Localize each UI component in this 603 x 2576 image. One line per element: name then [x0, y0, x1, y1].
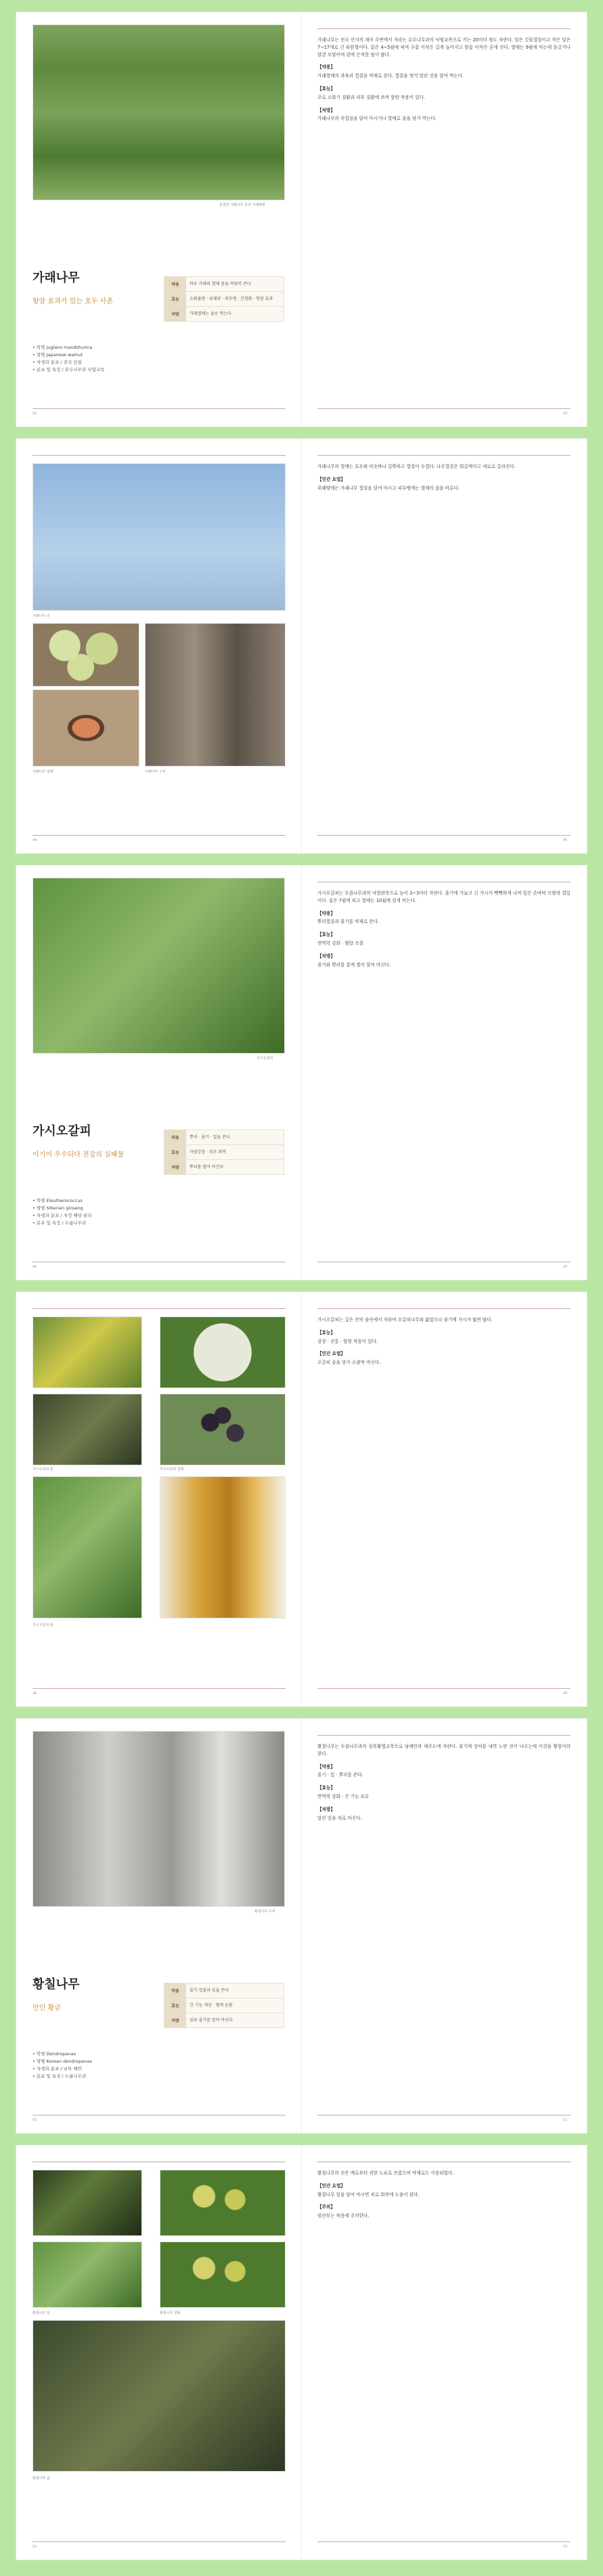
info-value: 뿌리 · 줄기 · 잎을 쓴다: [189, 1135, 230, 1140]
section-text: 임산부는 복용에 주의한다.: [317, 2213, 370, 2219]
body-text: [317, 1316, 571, 1367]
tree-photo: [32, 24, 285, 200]
section-text: 면역력 강화 · 혈압 조절: [317, 940, 363, 946]
plant-photo: [32, 1394, 142, 1465]
page-number: 49: [563, 1692, 568, 1696]
species-list: [32, 1197, 154, 1227]
list-item: • 자생과 분포 / 전국 산림: [32, 360, 82, 365]
paragraph: 가시오갈피는 깊은 산의 숲속에서 자라며 오갈피나무와 닮았으나 줄기에 가시가 훨씬 많다.: [317, 1317, 493, 1323]
photo-caption: 황칠나무 열매: [160, 2311, 181, 2315]
info-key: 약용: [164, 1983, 186, 1998]
page-rule: [32, 2115, 286, 2116]
paragraph: 황칠나무는 두릅나무과의 상록활엽교목으로 남해안과 제주도에 자란다. 줄기에 상처를 내면 노란 진이 나오는데 이것을 황칠이라 한다.: [317, 1744, 571, 1757]
info-box: [164, 1983, 284, 2028]
page-rule: [317, 1735, 571, 1736]
leaf-photo: [32, 2241, 142, 2308]
info-value: 줄기 껍질과 잎을 쓴다: [189, 1988, 229, 1993]
section-heading: 【약용】: [317, 910, 335, 916]
photo-caption: 가시오갈피 술: [32, 1623, 53, 1627]
info-key: 약용: [164, 1130, 186, 1144]
section-heading: 【주의】: [317, 2204, 335, 2210]
list-item: • 영명 Japanese walnut: [32, 352, 83, 358]
page-number: 43: [563, 412, 568, 416]
page-number: 48: [32, 1692, 37, 1696]
species-list: [32, 344, 154, 374]
list-item: • 분포 및 특징 / 호두나무과 낙엽교목: [32, 367, 105, 372]
spread-5: [16, 1719, 587, 2133]
info-key: 효능: [164, 1145, 186, 1159]
photo-caption: 가시오갈피 열매: [160, 1467, 184, 1472]
bark-photo: [145, 623, 286, 767]
info-box: [164, 276, 284, 322]
section-heading: 【효능】: [317, 932, 335, 938]
photo-caption: 울창한 가래나무 잎과 가래열매: [219, 203, 265, 207]
info-value: 가래열매는 술로 먹는다: [189, 312, 231, 316]
page-number: 44: [32, 838, 37, 842]
page-subtitle: 이기이 우수되다 전강의 실패물: [32, 1151, 125, 1159]
forest-photo: [32, 2170, 142, 2236]
list-item: • 분포 및 특징 / 두릅나무과: [32, 1220, 87, 1226]
page-rule: [32, 1688, 286, 1689]
photo-caption: 황칠나무 잎: [32, 2311, 50, 2315]
photo-caption: 황칠나무 숲: [32, 2476, 50, 2481]
page-number: 50: [32, 2118, 37, 2122]
fruit-photo: [160, 2241, 286, 2308]
list-item: • 자생과 분포 / 남부 해안: [32, 2066, 82, 2071]
page-rule: [32, 408, 286, 409]
page-rule: [317, 455, 571, 456]
section-heading: 【효능】: [317, 1329, 335, 1335]
list-item: • 영명 Siberian ginseng: [32, 1205, 83, 1211]
page-subtitle: 만인 황금: [32, 2004, 61, 2012]
trunk-photo: [32, 1731, 285, 1907]
plant-photo: [32, 1476, 142, 1618]
body-text: [317, 2170, 571, 2220]
page-number: 42: [32, 412, 37, 416]
info-value: 잎과 줄기를 달여 마신다: [189, 2018, 233, 2023]
info-value: 하루 가래의 열매 즙을 적당히 쓴다: [189, 282, 251, 286]
body-text: [317, 1743, 571, 1822]
page-number: 46: [32, 1265, 37, 1269]
page-rule: [317, 1688, 571, 1689]
page-rule: [317, 408, 571, 409]
info-box: [164, 1130, 284, 1175]
list-item: • 영명 Korean dendropanax: [32, 2059, 93, 2064]
photo-caption: 가래나무 수피: [145, 770, 166, 774]
page-title: 가시오갈피: [32, 1124, 91, 1138]
section-heading: 【처방】: [317, 107, 335, 113]
paragraph: 가래나무는 전국 산지의 계곡 주변에서 자라는 호두나무과의 낙엽교목으로 키는 20미터 정도 자란다. 잎은 깃꼴겹잎이고 작은 잎은 7~17개로 긴 타원형이다. 꽃은 4~5월에 피며 수꽃 이삭은 길게 늘어지고 암꽃 이삭은 곧게 선다. 열매는 9월에 익는데 둥글거나 달걀 모양이며 겉에 끈적한 털이 많다.: [317, 37, 571, 58]
paragraph: 가래나무의 열매는 호두와 비슷하나 길쭉하고 껍질이 두껍다. 나무껍질은 회갈색이고 세로로 갈라진다.: [317, 464, 516, 469]
info-value: 소화불량 · 위궤양 · 피부병 · 간경화 · 항암 효과: [189, 297, 273, 301]
jar-photo: [160, 1476, 286, 1618]
info-key: 처방: [164, 307, 186, 321]
section-text: 오갈피 술을 담가 소량씩 마신다.: [317, 1360, 381, 1366]
photo-caption: 가래나무 잎: [32, 614, 50, 618]
body-text: [317, 890, 571, 968]
section-text: 말린 잎을 차로 마신다.: [317, 1815, 362, 1821]
info-key: 약용: [164, 277, 186, 291]
page-title: 가래나무: [32, 271, 80, 285]
fruit-photo: [160, 2170, 286, 2236]
page-number: 45: [563, 838, 568, 842]
info-value: 뿌리를 달여 마신다: [189, 1165, 224, 1169]
page-rule: [32, 835, 286, 836]
section-text: 줄기와 뿌리를 잘게 썰어 달여 마신다.: [317, 962, 391, 968]
section-text: 위궤양에는 가래나무 껍질을 달여 마시고 피부병에는 열매의 즙을 바른다.: [317, 485, 460, 491]
spread-2: [16, 439, 587, 853]
section-heading: 【효능】: [317, 85, 335, 91]
section-text: 주로 소화기 질환과 피부 질환에 쓰며 항암 작용이 있다.: [317, 94, 425, 100]
photo-caption: 황칠나무 수피: [254, 1910, 275, 1914]
page-rule: [32, 455, 286, 456]
section-heading: 【약용】: [317, 1763, 335, 1769]
section-heading: 【민간 요법】: [317, 476, 345, 482]
section-heading: 【처방】: [317, 953, 335, 959]
info-value: 간 기능 개선 · 혈액 순환: [189, 2003, 233, 2008]
page-number: 52: [32, 2545, 37, 2549]
spread-6: [16, 2145, 587, 2560]
spread-4: [16, 1292, 587, 1706]
info-value: 자양강장 · 피로 회복: [189, 1150, 226, 1155]
body-text: [317, 463, 571, 492]
paragraph: 황칠나무의 진은 예로부터 귀한 도료로 쓰였으며 약재로도 이용되었다.: [317, 2170, 454, 2176]
list-item: • 학명 Dendropanax: [32, 2051, 76, 2057]
page-rule: [317, 28, 571, 29]
section-heading: 【약용】: [317, 64, 335, 70]
flower-photo: [32, 1316, 142, 1388]
section-heading: 【민간 요법】: [317, 2183, 345, 2189]
section-text: 면역력 강화 · 간 기능 보호: [317, 1793, 370, 1799]
page-number: 53: [563, 2545, 568, 2549]
photo-caption: 가시오갈피 꽃: [32, 1467, 53, 1472]
section-text: 줄기 · 잎 · 뿌리를 쓴다.: [317, 1772, 363, 1778]
info-key: 처방: [164, 1160, 186, 1174]
list-item: • 분포 및 특징 / 두릅나무과: [32, 2074, 87, 2079]
page-rule: [317, 1308, 571, 1309]
page-rule: [32, 1308, 286, 1309]
cut-walnut-photo: [32, 689, 139, 767]
page-number: 51: [563, 2118, 568, 2122]
section-text: 뿌리껍질과 줄기를 약재로 쓴다.: [317, 919, 380, 925]
section-text: 가래열매의 과육과 껍질을 약재로 쓴다. 껍질을 벗겨 말린 것을 달여 먹는다.: [317, 73, 464, 79]
berry-photo: [160, 1394, 286, 1465]
walnut-photo: [32, 623, 139, 687]
body-text: [317, 37, 571, 123]
photo-caption: 가시오갈피: [256, 1056, 273, 1060]
page-rule: [317, 835, 571, 836]
page-rule: [317, 2115, 571, 2116]
info-key: 효능: [164, 1998, 186, 2013]
flower-ball-photo: [160, 1316, 286, 1388]
section-heading: 【처방】: [317, 1806, 335, 1812]
spread-3: [16, 865, 587, 1280]
species-list: [32, 2051, 154, 2080]
page-rule: [32, 2541, 286, 2542]
list-item: • 자생과 분포 / 지정 해당 된다: [32, 1213, 92, 1218]
list-item: • 학명 Eleutherococcus: [32, 1198, 83, 1203]
plant-photo: [32, 878, 285, 1054]
paragraph: 가시오갈피는 두릅나무과의 낙엽관목으로 높이 2~3미터 자란다. 줄기에 가늘고 긴 가시가 빽빽하게 나며 잎은 손바닥 모양의 겹잎이다. 꽃은 7월에 피고 열매는 10월에 검게 익는다.: [317, 890, 571, 903]
page-subtitle: 항암 효과가 있는 호두 사촌: [32, 298, 113, 305]
section-text: 황칠나무 잎을 달여 마시면 피로 회복에 도움이 된다.: [317, 2191, 420, 2197]
section-text: 강장 · 진통 · 항염 작용이 있다.: [317, 1338, 378, 1344]
photo-caption: 가래나무 열매: [32, 770, 53, 774]
section-text: 가래나무의 속껍질을 달여 마시거나 열매로 술을 담가 먹는다.: [317, 116, 437, 122]
page-rule: [317, 2541, 571, 2542]
leaf-sky-photo: [32, 463, 286, 611]
forest-photo: [32, 2320, 286, 2472]
section-heading: 【효능】: [317, 1785, 335, 1791]
section-heading: 【민간 요법】: [317, 1351, 345, 1357]
spread-1: [16, 12, 587, 427]
info-key: 효능: [164, 292, 186, 306]
page-title: 황칠나무: [32, 1977, 80, 1992]
page-number: 47: [563, 1265, 568, 1269]
info-key: 처방: [164, 2013, 186, 2027]
list-item: • 학명 Juglans mandshurica: [32, 345, 93, 350]
